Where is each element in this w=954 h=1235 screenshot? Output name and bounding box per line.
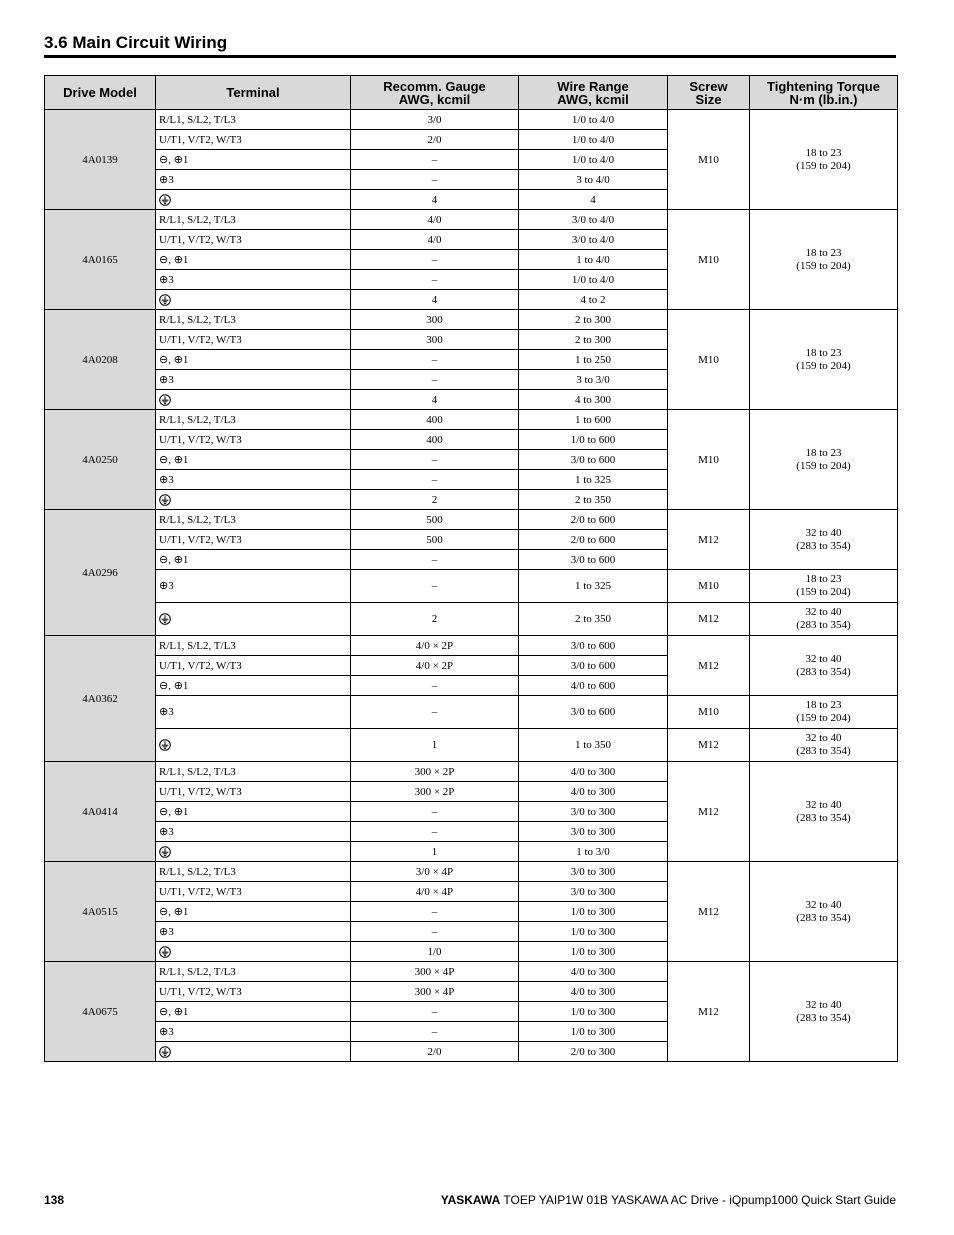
- terminal-cell: [156, 603, 351, 636]
- wire-range-cell: 2/0 to 600: [519, 530, 668, 550]
- drive-model-cell: 4A0208: [45, 310, 156, 410]
- table-row: [45, 636, 898, 656]
- ground-icon: [159, 946, 171, 958]
- recomm-gauge-cell: –: [351, 822, 519, 842]
- recomm-gauge-cell: 1: [351, 729, 519, 762]
- wire-range-cell: 3/0 to 300: [519, 882, 668, 902]
- wire-range-cell: 1/0 to 4/0: [519, 130, 668, 150]
- wire-range-cell: 1 to 4/0: [519, 250, 668, 270]
- page-number: 138: [44, 1193, 65, 1207]
- wire-range-cell: 3/0 to 600: [519, 550, 668, 570]
- terminal-cell: [156, 842, 351, 862]
- wire-range-cell: 4/0 to 300: [519, 982, 668, 1002]
- wire-range-cell: 3/0 to 300: [519, 802, 668, 822]
- recomm-gauge-cell: 500: [351, 510, 519, 530]
- wire-range-cell: 4/0 to 300: [519, 762, 668, 782]
- wire-range-cell: 1/0 to 300: [519, 902, 668, 922]
- terminal-cell: U/T1, V/T2, W/T3: [156, 230, 351, 250]
- terminal-cell: R/L1, S/L2, T/L3: [156, 510, 351, 530]
- ground-icon: [159, 494, 171, 506]
- wire-range-cell: 1 to 350: [519, 729, 668, 762]
- terminal-cell: ⊕3: [156, 570, 351, 603]
- drive-model-cell: 4A0250: [45, 410, 156, 510]
- wiring-table-body: [45, 110, 898, 1062]
- wire-range-cell: 1/0 to 4/0: [519, 150, 668, 170]
- recomm-gauge-cell: –: [351, 1022, 519, 1042]
- terminal-cell: U/T1, V/T2, W/T3: [156, 882, 351, 902]
- wire-range-cell: 1 to 600: [519, 410, 668, 430]
- tightening-torque-cell: 18 to 23 (159 to 204): [750, 310, 898, 410]
- drive-model-cell: 4A0675: [45, 962, 156, 1062]
- wire-range-cell: 1 to 325: [519, 570, 668, 603]
- recomm-gauge-cell: –: [351, 350, 519, 370]
- drive-model-cell: 4A0296: [45, 510, 156, 636]
- terminal-cell: ⊖, ⊕1: [156, 1002, 351, 1022]
- recomm-gauge-cell: –: [351, 922, 519, 942]
- terminal-cell: ⊖, ⊕1: [156, 550, 351, 570]
- terminal-cell: ⊖, ⊕1: [156, 250, 351, 270]
- screw-size-cell: M12: [668, 603, 750, 636]
- terminal-cell: U/T1, V/T2, W/T3: [156, 656, 351, 676]
- wire-range-cell: 4/0 to 600: [519, 676, 668, 696]
- wire-range-cell: 2 to 350: [519, 490, 668, 510]
- recomm-gauge-cell: 4: [351, 190, 519, 210]
- terminal-cell: U/T1, V/T2, W/T3: [156, 130, 351, 150]
- doc-title: TOEP YAIP1W 01B YASKAWA AC Drive - iQpump1000 Quick Start Guide: [500, 1193, 896, 1207]
- recomm-gauge-cell: 500: [351, 530, 519, 550]
- wire-range-cell: 4 to 2: [519, 290, 668, 310]
- recomm-gauge-cell: –: [351, 150, 519, 170]
- recomm-gauge-cell: 1: [351, 842, 519, 862]
- terminal-cell: ⊖, ⊕1: [156, 902, 351, 922]
- recomm-gauge-cell: 4: [351, 390, 519, 410]
- header-terminal: Terminal: [156, 76, 351, 110]
- wire-range-cell: 2/0 to 300: [519, 1042, 668, 1062]
- table-row: [45, 570, 898, 603]
- wire-range-cell: 1 to 325: [519, 470, 668, 490]
- wire-range-cell: 3/0 to 600: [519, 450, 668, 470]
- ground-icon: [159, 294, 171, 306]
- tightening-torque-cell: 32 to 40 (283 to 354): [750, 510, 898, 570]
- recomm-gauge-cell: 4/0 × 2P: [351, 636, 519, 656]
- terminal-cell: ⊕3: [156, 696, 351, 729]
- recomm-gauge-cell: –: [351, 370, 519, 390]
- terminal-cell: U/T1, V/T2, W/T3: [156, 430, 351, 450]
- terminal-cell: ⊕3: [156, 922, 351, 942]
- recomm-gauge-cell: –: [351, 1002, 519, 1022]
- section-title: 3.6 Main Circuit Wiring: [44, 33, 896, 58]
- screw-size-cell: M10: [668, 696, 750, 729]
- table-row: [45, 210, 898, 230]
- ground-icon: [159, 613, 171, 625]
- ground-icon: [159, 739, 171, 751]
- tightening-torque-cell: 18 to 23 (159 to 204): [750, 570, 898, 603]
- wire-range-cell: 2 to 350: [519, 603, 668, 636]
- wire-range-cell: 3/0 to 600: [519, 656, 668, 676]
- recomm-gauge-cell: 4/0 × 2P: [351, 656, 519, 676]
- terminal-cell: ⊕3: [156, 270, 351, 290]
- recomm-gauge-cell: 400: [351, 430, 519, 450]
- header-screw-size: Screw Size: [668, 76, 750, 110]
- ground-icon: [159, 394, 171, 406]
- document-reference: [441, 1193, 896, 1207]
- wire-range-cell: 2/0 to 600: [519, 510, 668, 530]
- table-row: [45, 696, 898, 729]
- tightening-torque-cell: 32 to 40 (283 to 354): [750, 762, 898, 862]
- recomm-gauge-cell: 2/0: [351, 1042, 519, 1062]
- ground-icon: [159, 194, 171, 206]
- tightening-torque-cell: 32 to 40 (283 to 354): [750, 729, 898, 762]
- terminal-cell: U/T1, V/T2, W/T3: [156, 330, 351, 350]
- wire-range-cell: 1 to 3/0: [519, 842, 668, 862]
- terminal-cell: [156, 942, 351, 962]
- wire-range-cell: 3/0 to 600: [519, 696, 668, 729]
- wire-range-cell: 2 to 300: [519, 330, 668, 350]
- terminal-cell: R/L1, S/L2, T/L3: [156, 962, 351, 982]
- header-drive-model: Drive Model: [45, 76, 156, 110]
- recomm-gauge-cell: 4/0: [351, 210, 519, 230]
- wire-range-cell: 4/0 to 300: [519, 782, 668, 802]
- wire-range-cell: 1/0 to 300: [519, 1002, 668, 1022]
- wire-range-cell: 3/0 to 600: [519, 636, 668, 656]
- wire-range-cell: 3 to 3/0: [519, 370, 668, 390]
- terminal-cell: [156, 1042, 351, 1062]
- recomm-gauge-cell: –: [351, 170, 519, 190]
- terminal-cell: R/L1, S/L2, T/L3: [156, 410, 351, 430]
- terminal-cell: ⊕3: [156, 822, 351, 842]
- recomm-gauge-cell: 300 × 4P: [351, 982, 519, 1002]
- recomm-gauge-cell: 4: [351, 290, 519, 310]
- screw-size-cell: M12: [668, 510, 750, 570]
- wire-range-cell: 4: [519, 190, 668, 210]
- terminal-cell: ⊕3: [156, 470, 351, 490]
- terminal-cell: R/L1, S/L2, T/L3: [156, 762, 351, 782]
- tightening-torque-cell: 32 to 40 (283 to 354): [750, 603, 898, 636]
- header-recomm-gauge: Recomm. Gauge AWG, kcmil: [351, 76, 519, 110]
- tightening-torque-cell: 18 to 23 (159 to 204): [750, 696, 898, 729]
- recomm-gauge-cell: –: [351, 250, 519, 270]
- recomm-gauge-cell: –: [351, 696, 519, 729]
- table-row: [45, 410, 898, 430]
- recomm-gauge-cell: 300 × 4P: [351, 962, 519, 982]
- wire-range-cell: 3 to 4/0: [519, 170, 668, 190]
- recomm-gauge-cell: –: [351, 550, 519, 570]
- tightening-torque-cell: 32 to 40 (283 to 354): [750, 636, 898, 696]
- table-row: [45, 510, 898, 530]
- terminal-cell: R/L1, S/L2, T/L3: [156, 110, 351, 130]
- terminal-cell: ⊕3: [156, 370, 351, 390]
- brand-name: YASKAWA: [440, 1193, 501, 1207]
- table-row: [45, 603, 898, 636]
- recomm-gauge-cell: 400: [351, 410, 519, 430]
- wire-range-cell: 1/0 to 600: [519, 430, 668, 450]
- recomm-gauge-cell: –: [351, 902, 519, 922]
- wire-range-cell: 1/0 to 300: [519, 1022, 668, 1042]
- terminal-cell: ⊕3: [156, 1022, 351, 1042]
- drive-model-cell: 4A0414: [45, 762, 156, 862]
- header-tightening-torque: Tightening Torque N·m (lb.in.): [750, 76, 898, 110]
- header-wire-range: Wire Range AWG, kcmil: [519, 76, 668, 110]
- tightening-torque-cell: 32 to 40 (283 to 354): [750, 962, 898, 1062]
- terminal-cell: U/T1, V/T2, W/T3: [156, 530, 351, 550]
- recomm-gauge-cell: 4/0 × 4P: [351, 882, 519, 902]
- terminal-cell: ⊖, ⊕1: [156, 350, 351, 370]
- drive-model-cell: 4A0515: [45, 862, 156, 962]
- terminal-cell: R/L1, S/L2, T/L3: [156, 310, 351, 330]
- screw-size-cell: M12: [668, 729, 750, 762]
- wire-range-cell: 1/0 to 4/0: [519, 270, 668, 290]
- tightening-torque-cell: 18 to 23 (159 to 204): [750, 210, 898, 310]
- recomm-gauge-cell: –: [351, 270, 519, 290]
- table-row: [45, 729, 898, 762]
- wire-range-cell: 1/0 to 300: [519, 942, 668, 962]
- terminal-cell: R/L1, S/L2, T/L3: [156, 636, 351, 656]
- tightening-torque-cell: 32 to 40 (283 to 354): [750, 862, 898, 962]
- terminal-cell: R/L1, S/L2, T/L3: [156, 210, 351, 230]
- recomm-gauge-cell: 1/0: [351, 942, 519, 962]
- drive-model-cell: 4A0362: [45, 636, 156, 762]
- screw-size-cell: M12: [668, 762, 750, 862]
- terminal-cell: [156, 490, 351, 510]
- wire-range-cell: 3/0 to 300: [519, 822, 668, 842]
- ground-icon: [159, 846, 171, 858]
- terminal-cell: [156, 729, 351, 762]
- screw-size-cell: M10: [668, 410, 750, 510]
- wire-range-cell: 3/0 to 300: [519, 862, 668, 882]
- recomm-gauge-cell: 300 × 2P: [351, 782, 519, 802]
- recomm-gauge-cell: 4/0: [351, 230, 519, 250]
- screw-size-cell: M12: [668, 862, 750, 962]
- wire-range-cell: 3/0 to 4/0: [519, 230, 668, 250]
- screw-size-cell: M10: [668, 310, 750, 410]
- table-row: [45, 862, 898, 882]
- recomm-gauge-cell: –: [351, 676, 519, 696]
- table-row: [45, 110, 898, 130]
- terminal-cell: [156, 290, 351, 310]
- wire-range-cell: 3/0 to 4/0: [519, 210, 668, 230]
- recomm-gauge-cell: –: [351, 802, 519, 822]
- recomm-gauge-cell: 2: [351, 603, 519, 636]
- terminal-cell: ⊖, ⊕1: [156, 450, 351, 470]
- recomm-gauge-cell: –: [351, 570, 519, 603]
- header-row: [45, 76, 898, 110]
- tightening-torque-cell: 18 to 23 (159 to 204): [750, 410, 898, 510]
- recomm-gauge-cell: 2: [351, 490, 519, 510]
- terminal-cell: ⊖, ⊕1: [156, 802, 351, 822]
- wire-range-cell: 1/0 to 300: [519, 922, 668, 942]
- recomm-gauge-cell: –: [351, 470, 519, 490]
- wiring-table: [44, 75, 898, 1062]
- wire-range-cell: 2 to 300: [519, 310, 668, 330]
- terminal-cell: [156, 190, 351, 210]
- wire-range-cell: 4/0 to 300: [519, 962, 668, 982]
- recomm-gauge-cell: 300 × 2P: [351, 762, 519, 782]
- terminal-cell: U/T1, V/T2, W/T3: [156, 782, 351, 802]
- recomm-gauge-cell: 3/0: [351, 110, 519, 130]
- table-row: [45, 762, 898, 782]
- terminal-cell: ⊖, ⊕1: [156, 150, 351, 170]
- recomm-gauge-cell: 300: [351, 310, 519, 330]
- recomm-gauge-cell: 300: [351, 330, 519, 350]
- drive-model-cell: 4A0139: [45, 110, 156, 210]
- drive-model-cell: 4A0165: [45, 210, 156, 310]
- screw-size-cell: M10: [668, 110, 750, 210]
- recomm-gauge-cell: –: [351, 450, 519, 470]
- screw-size-cell: M10: [668, 570, 750, 603]
- terminal-cell: [156, 390, 351, 410]
- wire-range-cell: 1 to 250: [519, 350, 668, 370]
- terminal-cell: U/T1, V/T2, W/T3: [156, 982, 351, 1002]
- terminal-cell: ⊖, ⊕1: [156, 676, 351, 696]
- screw-size-cell: M10: [668, 210, 750, 310]
- ground-icon: [159, 1046, 171, 1058]
- table-row: [45, 310, 898, 330]
- terminal-cell: ⊕3: [156, 170, 351, 190]
- screw-size-cell: M12: [668, 636, 750, 696]
- wire-range-cell: 1/0 to 4/0: [519, 110, 668, 130]
- table-row: [45, 962, 898, 982]
- recomm-gauge-cell: 3/0 × 4P: [351, 862, 519, 882]
- terminal-cell: R/L1, S/L2, T/L3: [156, 862, 351, 882]
- tightening-torque-cell: 18 to 23 (159 to 204): [750, 110, 898, 210]
- recomm-gauge-cell: 2/0: [351, 130, 519, 150]
- wire-range-cell: 4 to 300: [519, 390, 668, 410]
- screw-size-cell: M12: [668, 962, 750, 1062]
